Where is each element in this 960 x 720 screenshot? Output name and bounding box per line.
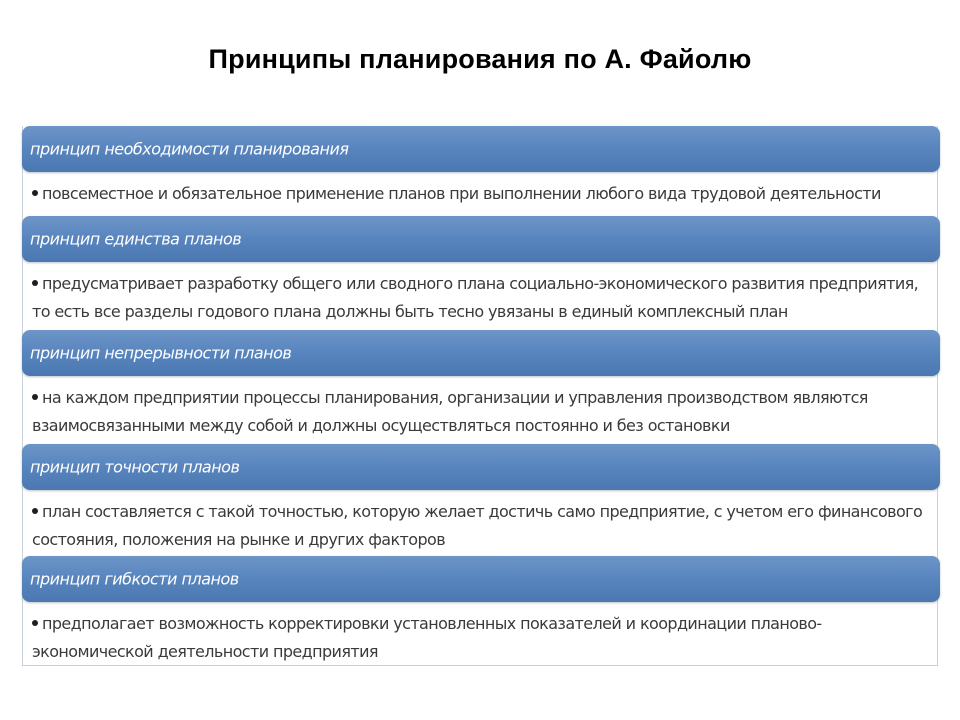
bullet-icon: [32, 190, 38, 196]
principle-description: [22, 262, 940, 326]
principle-heading: принцип единства планов: [30, 229, 242, 249]
principle-heading: принцип гибкости планов: [30, 569, 239, 589]
principle-description: [22, 490, 940, 554]
bullet-icon: [32, 508, 38, 514]
bullet-icon: [32, 280, 38, 286]
principle-flexibility: [22, 556, 940, 666]
principle-header: [22, 556, 940, 602]
bullet-icon: [32, 394, 38, 400]
principle-continuity: [22, 330, 940, 440]
principle-description: [22, 172, 940, 208]
principle-text: предусматривает разработку общего или сводного плана социально-экономического развития предприятия, то есть все разделы годового плана должны быть тесно увязаны в единый комплексный план: [32, 274, 919, 321]
principle-necessity: [22, 126, 940, 208]
principle-heading: принцип точности планов: [30, 457, 240, 477]
principle-header: [22, 330, 940, 376]
principle-text: план составляется с такой точностью, которую желает достичь само предприятие, с учетом его финансового состояния, положения на рынке и других факторов: [32, 502, 923, 549]
bullet-icon: [32, 620, 38, 626]
principle-description: [22, 602, 940, 666]
principle-text: предполагает возможность корректировки установленных показателей и координации планово-экономической деятельности предприятия: [32, 614, 822, 661]
page-title: Принципы планирования по А. Файолю: [208, 44, 752, 74]
principle-text: на каждом предприятии процессы планирования, организации и управления производством являются взаимосвязанными между собой и должны осуществляться постоянно и без остановки: [32, 388, 868, 435]
principle-heading: принцип необходимости планирования: [30, 139, 349, 159]
principle-text: повсеместное и обязательное применение планов при выполнении любого вида трудовой деятельности: [42, 184, 881, 203]
principle-header: [22, 126, 940, 172]
principle-header: [22, 216, 940, 262]
principle-accuracy: [22, 444, 940, 554]
principle-heading: принцип непрерывности планов: [30, 343, 292, 363]
principle-unity: [22, 216, 940, 326]
principle-header: [22, 444, 940, 490]
principle-description: [22, 376, 940, 440]
